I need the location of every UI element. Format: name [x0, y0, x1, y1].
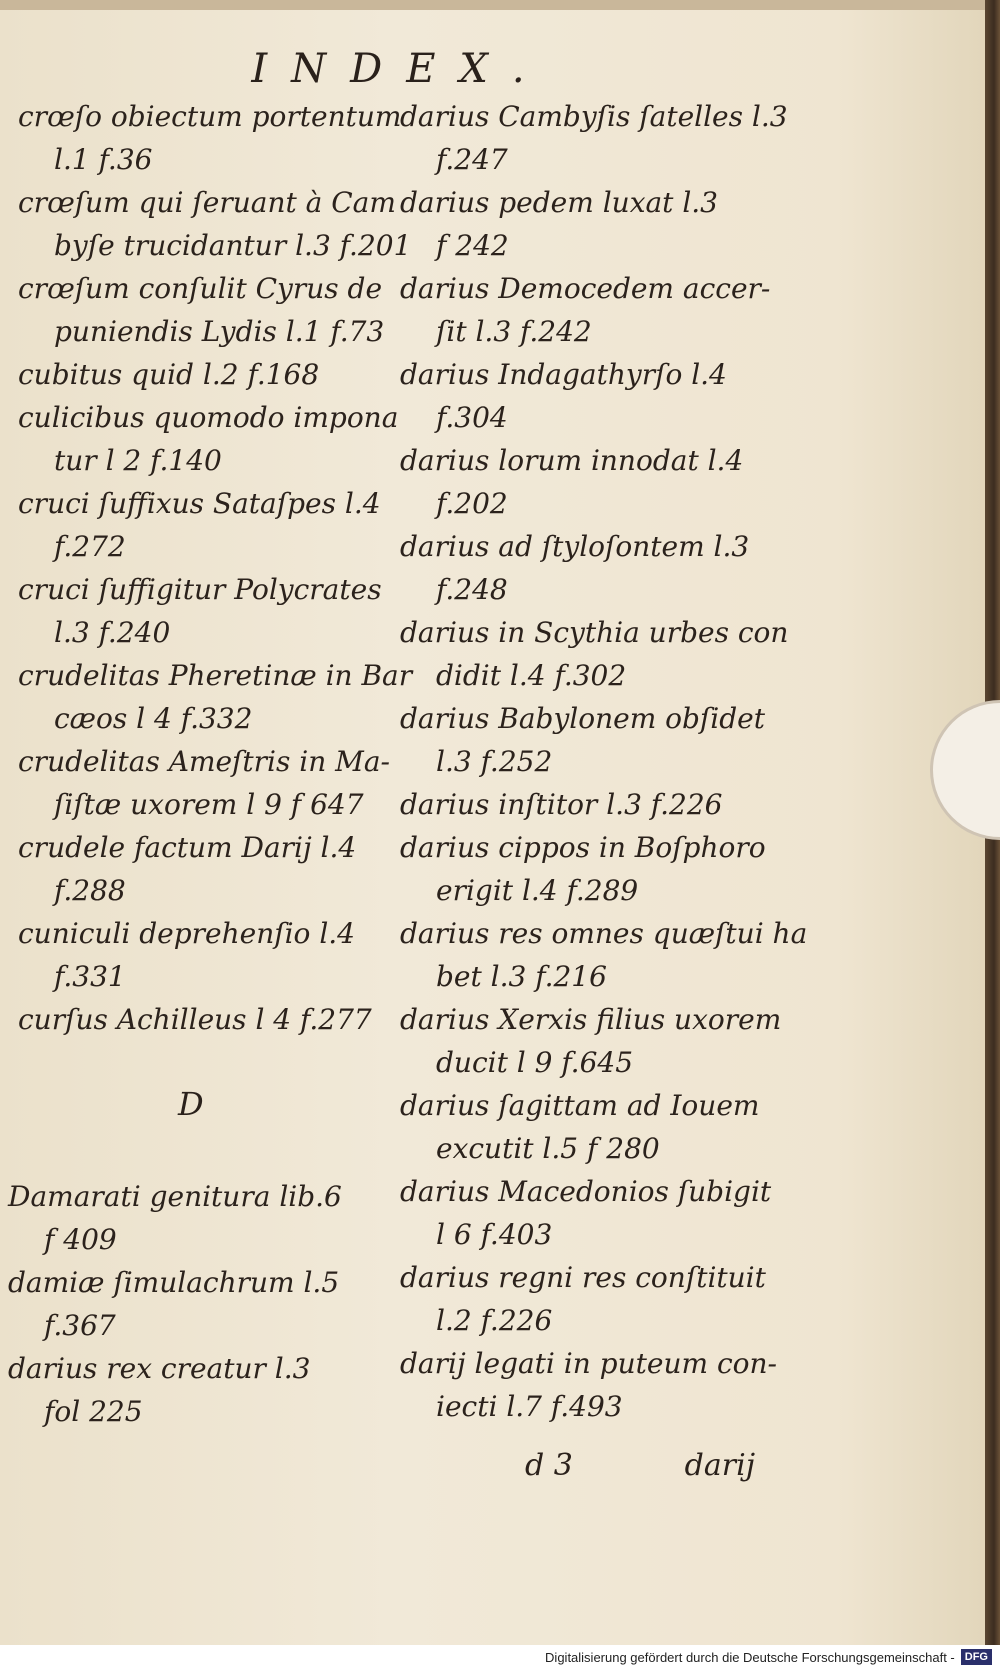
entry-line-1: damiæ ſimulachrum l.5: [8, 1266, 340, 1299]
entry-line-1: darius regni res conſtituit: [400, 1261, 766, 1294]
index-entry: [8, 1347, 398, 1433]
index-entry: [18, 654, 413, 740]
index-entry: [18, 181, 412, 267]
entry-line-1: darius Macedonios ſubigit: [400, 1175, 772, 1208]
index-entry: [8, 1261, 398, 1347]
entry-line-1: cubitus quid l.2 f.168: [18, 358, 320, 391]
entry-line-2: l.3 f.252: [436, 745, 553, 778]
entry-line-1: darius res omnes quæſtui ha: [400, 917, 808, 950]
entry-line-1: crœſum conſulit Cyrus de: [18, 272, 383, 305]
entry-line-2: f.272: [54, 530, 126, 563]
index-entry: [18, 740, 408, 826]
index-entry: [400, 998, 790, 1084]
index-entry: [400, 353, 790, 439]
entry-line-2: tur l 2 f.140: [54, 444, 222, 477]
entry-line-1: darius cippos in Boſphoro: [400, 831, 766, 864]
index-entry: [400, 1084, 790, 1170]
signature-mark: d 3: [525, 1448, 573, 1483]
entry-line-2: f.304: [436, 401, 508, 434]
entry-line-2: l 6 f.403: [436, 1218, 553, 1251]
index-entry: [400, 697, 790, 783]
entry-line-2: f 242: [436, 229, 509, 262]
entry-line-2: f.331: [54, 960, 126, 993]
entry-line-1: darius in Scythia urbes con: [400, 616, 789, 649]
entry-line-2: erigit l.4 f.289: [436, 874, 639, 907]
entry-line-2: excutit l.5 f 280: [436, 1132, 660, 1165]
page-top-edge: [0, 0, 985, 10]
index-entry: [18, 396, 408, 482]
entry-line-2: cæos l 4 f.332: [54, 702, 253, 735]
entry-line-1: darius Democedem accer-: [400, 272, 771, 305]
entry-line-1: darius inſtitor l.3 f.226: [400, 788, 723, 821]
entry-line-2: f 409: [44, 1223, 117, 1256]
index-entry: [400, 525, 790, 611]
entry-line-1: darij legati in puteum con-: [400, 1347, 777, 1380]
entry-line-1: darius Xerxis filius uxorem: [400, 1003, 782, 1036]
index-entry: [400, 912, 808, 998]
entry-line-1: crudelitas Ameſtris in Ma-: [18, 745, 390, 778]
entry-line-1: darius Cambyſis ſatelles l.3: [400, 100, 788, 133]
entry-line-1: crœſo obiectum portentum: [18, 100, 402, 133]
entry-line-2: f.288: [54, 874, 126, 907]
entry-line-1: darius pedem luxat l.3: [400, 186, 718, 219]
entry-line-1: crudelitas Pheretinæ in Bar: [18, 659, 413, 692]
entry-line-2: ducit l 9 f.645: [436, 1046, 634, 1079]
left-column: [18, 95, 413, 1041]
entry-line-1: crœſum qui ſeruant à Cam: [18, 186, 396, 219]
index-entry: [18, 568, 408, 654]
entry-line-1: darius ad ſtyloſontem l.3: [400, 530, 750, 563]
entry-line-2: fol 225: [44, 1395, 143, 1428]
entry-line-2: didit l.4 f.302: [436, 659, 627, 692]
index-entry: [400, 181, 790, 267]
entry-line-2: f.367: [44, 1309, 116, 1342]
index-entry: [400, 1342, 790, 1428]
catchwords: [525, 1448, 755, 1483]
section-letter-d: D: [178, 1085, 204, 1123]
left-column-d-section: [8, 1175, 398, 1433]
entry-line-2: f.248: [436, 573, 508, 606]
entry-line-2: ſit l.3 f.242: [436, 315, 592, 348]
entry-line-1: Damarati genitura lib.6: [8, 1180, 342, 1213]
entry-line-2: l.3 f.240: [54, 616, 171, 649]
entry-line-1: darius rex creatur l.3: [8, 1352, 311, 1385]
footer-text: Digitalisierung gefördert durch die Deutsche Forschungsgemeinschaft -: [545, 1649, 955, 1665]
entry-line-1: darius Indagathyrſo l.4: [400, 358, 727, 391]
entry-line-2: byſe trucidantur l.3 f.201: [54, 229, 412, 262]
index-entry: [400, 826, 790, 912]
index-entry: [400, 1256, 790, 1342]
index-entry: [18, 95, 408, 181]
index-entry: [400, 267, 790, 353]
index-entry: [18, 826, 408, 912]
entry-line-2: bet l.3 f.216: [436, 960, 607, 993]
index-entry: [18, 482, 408, 568]
entry-line-1: cruci ſuffigitur Polycrates: [18, 573, 382, 606]
entry-line-1: darius ſagittam ad Iouem: [400, 1089, 760, 1122]
index-entry: [18, 912, 408, 998]
index-entry: [8, 1175, 398, 1261]
index-entry: [400, 611, 790, 697]
entry-line-1: culicibus quomodo impona: [18, 401, 399, 434]
index-header: INDEX.: [251, 46, 549, 92]
index-entry: [400, 439, 790, 525]
index-entry: [18, 267, 408, 353]
index-entry: [400, 95, 790, 181]
entry-line-1: cruci ſuffixus Sataſpes l.4: [18, 487, 381, 520]
right-column: [400, 95, 808, 1428]
entry-line-2: puniendis Lydis l.1 f.73: [54, 315, 385, 348]
index-entry: [18, 353, 408, 396]
footer-bar: [0, 1645, 1000, 1669]
index-entry: [18, 998, 408, 1041]
entry-line-2: f.247: [436, 143, 508, 176]
entry-line-1: crudele factum Darij l.4: [18, 831, 357, 864]
dfg-logo: DFG: [961, 1649, 992, 1665]
entry-line-2: l.2 f.226: [436, 1304, 553, 1337]
entry-line-2: f.202: [436, 487, 508, 520]
entry-line-2: iecti l.7 f.493: [436, 1390, 623, 1423]
entry-line-2: l.1 f.36: [54, 143, 153, 176]
entry-line-2: ſiſtæ uxorem l 9 f 647: [54, 788, 364, 821]
entry-line-1: darius lorum innodat l.4: [400, 444, 744, 477]
catchword: darij: [684, 1448, 755, 1483]
entry-line-1: curſus Achilleus l 4 f.277: [18, 1003, 372, 1036]
entry-line-1: cuniculi deprehenſio l.4: [18, 917, 355, 950]
entry-line-1: darius Babylonem obſidet: [400, 702, 765, 735]
index-entry: [400, 1170, 790, 1256]
index-entry: [400, 783, 790, 826]
